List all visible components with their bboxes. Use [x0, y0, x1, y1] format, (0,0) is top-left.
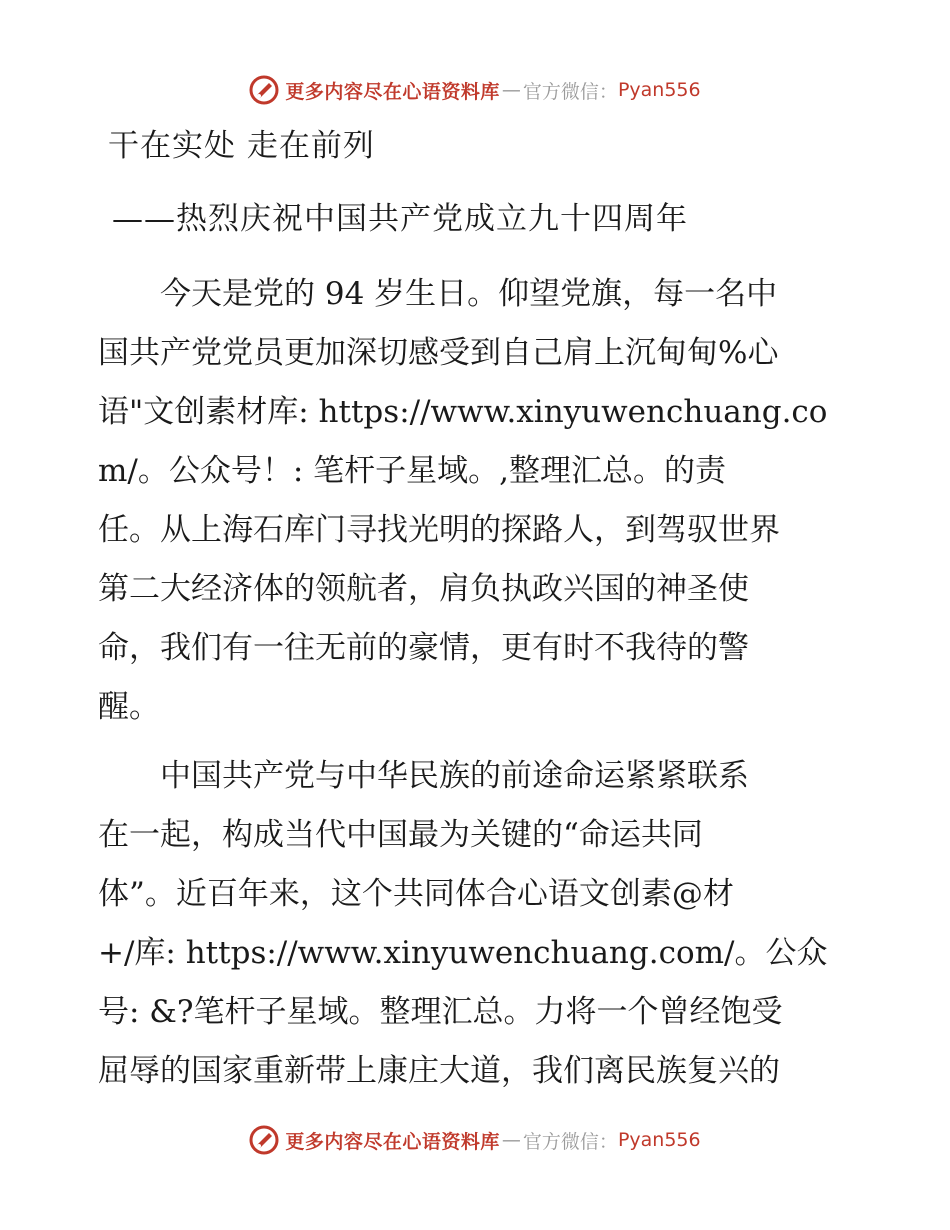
banner-brand-text: 更多内容尽在心语资料库 [285, 80, 500, 103]
paragraph-line: 语"文创素材库: https://www.xinyuwenchuang.co [98, 394, 828, 430]
paragraph-line: m/。公众号！: 笔杆子星域。,整理汇总。的责 [98, 453, 726, 489]
paragraph-line: 任。从上海石库门寻找光明的探路人，到驾驭世界 [98, 512, 780, 548]
paragraph-line: 在一起，构成当代中国最为关键的“命运共同 [98, 817, 703, 853]
banner-brand-text: 更多内容尽在心语资料库 [285, 1130, 500, 1153]
paragraph-line: 今天是党的 94 岁生日。仰望党旗，每一名中 [98, 276, 778, 312]
paragraph-1 [98, 265, 858, 737]
banner-dash: — [501, 79, 521, 101]
header-banner [0, 70, 950, 110]
paragraph-line: 醒。 [98, 689, 160, 725]
banner-account: Pyan556 [617, 79, 701, 101]
banner-official-label: 官方微信： [522, 1130, 618, 1153]
paragraph-line: +/库: https://www.xinyuwenchuang.com/。公众 [98, 935, 828, 971]
page-title: 干在实处 走在前列 [108, 128, 375, 164]
banner-dash: — [501, 1129, 521, 1151]
paragraph-line: 体”。近百年来，这个共同体合心语文创素@材 [98, 876, 734, 912]
paragraph-line: 国共产党党员更加深切感受到自己肩上沉甸甸%心 [98, 335, 779, 371]
paragraph-line: 屈辱的国家重新带上康庄大道，我们离民族复兴的 [98, 1053, 780, 1089]
paragraph-2 [98, 747, 858, 1101]
paragraph-line: 命，我们有一往无前的豪情，更有时不我待的警 [98, 630, 749, 666]
brand-logo-icon [249, 75, 279, 105]
brand-logo-icon [249, 1125, 279, 1155]
paragraph-line: 第二大经济体的领航者，肩负执政兴国的神圣使 [98, 571, 749, 607]
banner-account: Pyan556 [617, 1129, 701, 1151]
page-subtitle: ——热烈庆祝中国共产党成立九十四周年 [112, 201, 688, 237]
footer-banner [0, 1120, 950, 1160]
paragraph-line: 号: &?笔杆子星域。整理汇总。力将一个曾经饱受 [98, 994, 783, 1030]
paragraph-line: 中国共产党与中华民族的前途命运紧紧联系 [98, 758, 749, 794]
banner-official-label: 官方微信： [522, 80, 618, 103]
